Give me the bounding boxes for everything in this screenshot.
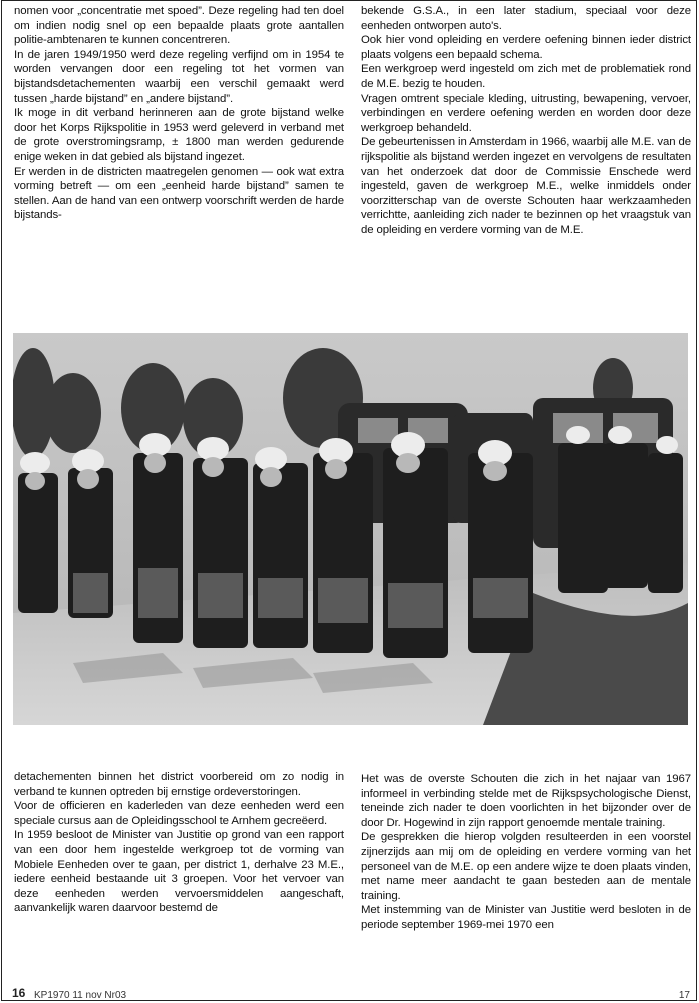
page-number-right: 17 — [678, 990, 690, 1001]
paragraph: Er werden in de districten maatregelen genomen — ook wat extra vorming betreft — om een „eenheid harde bijstand” samen te stellen. Aan de hand van een ontwerp voorschrift werden de harde bijstands- — [14, 165, 344, 222]
text-column-bottom-right — [361, 772, 691, 933]
paragraph: In de jaren 1949/1950 werd deze regeling verfijnd om in 1954 te worden vervangen door een regeling tot het vormen van bijstandsdetachementen waarbij een verschil gemaakt werd tussen „harde bijstand” en „andere bijstand”. — [14, 48, 344, 105]
paragraph: bekende G.S.A., in een later stadium, speciaal voor deze eenheden ontworpen auto's. — [361, 5, 691, 32]
paragraph: De gebeurtenissen in Amsterdam in 1966, waarbij alle M.E. van de rijkspolitie als bijstand werden ingezet en vervolgens de resultaten van het onderzoek dat door de Commissie Enschede werd ingesteld, gaven de werkgroep M.E., welke inmiddels onder voorzitterschap van de overste Schouten haar werkzaamheden verrichtte, aanleiding zich nader te bezinnen op het vraagstuk van de opleiding en verdere vorming van de M.E. — [361, 136, 691, 236]
paragraph: Ook hier vond opleiding en verdere oefening binnen ieder district plaats volgens een bepaald schema. — [361, 34, 691, 61]
text-column-top-left — [14, 4, 344, 223]
text-column-top-right — [361, 4, 691, 238]
paragraph: Het was de overste Schouten die zich in het najaar van 1967 informeel in verbinding stelde met de Rijkspsychologische Dienst, teneinde zich nader te doen voorlichten in het bijzonder over de door Dr. Hogewind in zijn rapport genoemde mentale training. — [361, 773, 691, 829]
page-footer — [10, 986, 690, 1002]
text-column-bottom-left — [14, 770, 344, 916]
page-number: 16 — [12, 986, 26, 1000]
paragraph: nomen voor „concentratie met spoed”. Deze regeling had ten doel om indien nodig snel op een bepaalde plaats grote aantallen politie-ambtenaren te kunnen concentreren. — [14, 5, 344, 47]
paragraph: detachementen binnen het district voorbereid om zo nodig in verband te kunnen optreden bij ernstige ordeverstoringen. — [14, 771, 344, 798]
photo-illustration — [13, 333, 688, 725]
issue-label: KP1970 11 nov Nr03 — [34, 990, 127, 1001]
paragraph: Voor de officieren en kaderleden van deze eenheden werd een speciale cursus aan de Opleidingsschool te Arnhem gecreëerd. — [14, 800, 344, 827]
paragraph: In 1959 besloot de Minister van Justitie op grond van een rapport van een door hem ingestelde werkgroep tot de vorming van Mobiele Eenheden over te gaan, per district 1, derhalve 23 M.E., iedere eenheid bestaande uit 3 groepen. Voor het vervoer van deze eenheden werden vervoersmiddelen aangeschaft, aanvankelijk waren daarvoor bestemd de — [14, 829, 344, 915]
paragraph: Een werkgroep werd ingesteld om zich met de problematiek rond de M.E. bezig te houden. — [361, 63, 691, 90]
paragraph: Vragen omtrent speciale kleding, uitrusting, bewapening, vervoer, verbindingen en verdere oefening werden en worden door deze werkgroep behandeld. — [361, 92, 691, 134]
paragraph: Met instemming van de Minister van Justitie werd besloten in de periode september 1969-mei 1970 een — [361, 904, 691, 931]
paragraph: Ik moge in dit verband herinneren aan de grote bijstand welke door het Korps Rijkspolitie in 1953 werd geleverd in verband met de grote overstromingsramp, ± 1800 man werden gedurende enige weken in dat gebied als bijstand ingezet. — [14, 107, 344, 163]
paragraph: De gesprekken die hierop volgden resulteerden in een voorstel zijnerzijds aan mij om de opleiding en verdere vorming van het personeel van de M.E. op een andere wijze te doen plaats vinden, met name meer aandacht te gaan besteden aan de mentale training. — [361, 831, 691, 902]
photo-marching-police — [13, 333, 688, 725]
